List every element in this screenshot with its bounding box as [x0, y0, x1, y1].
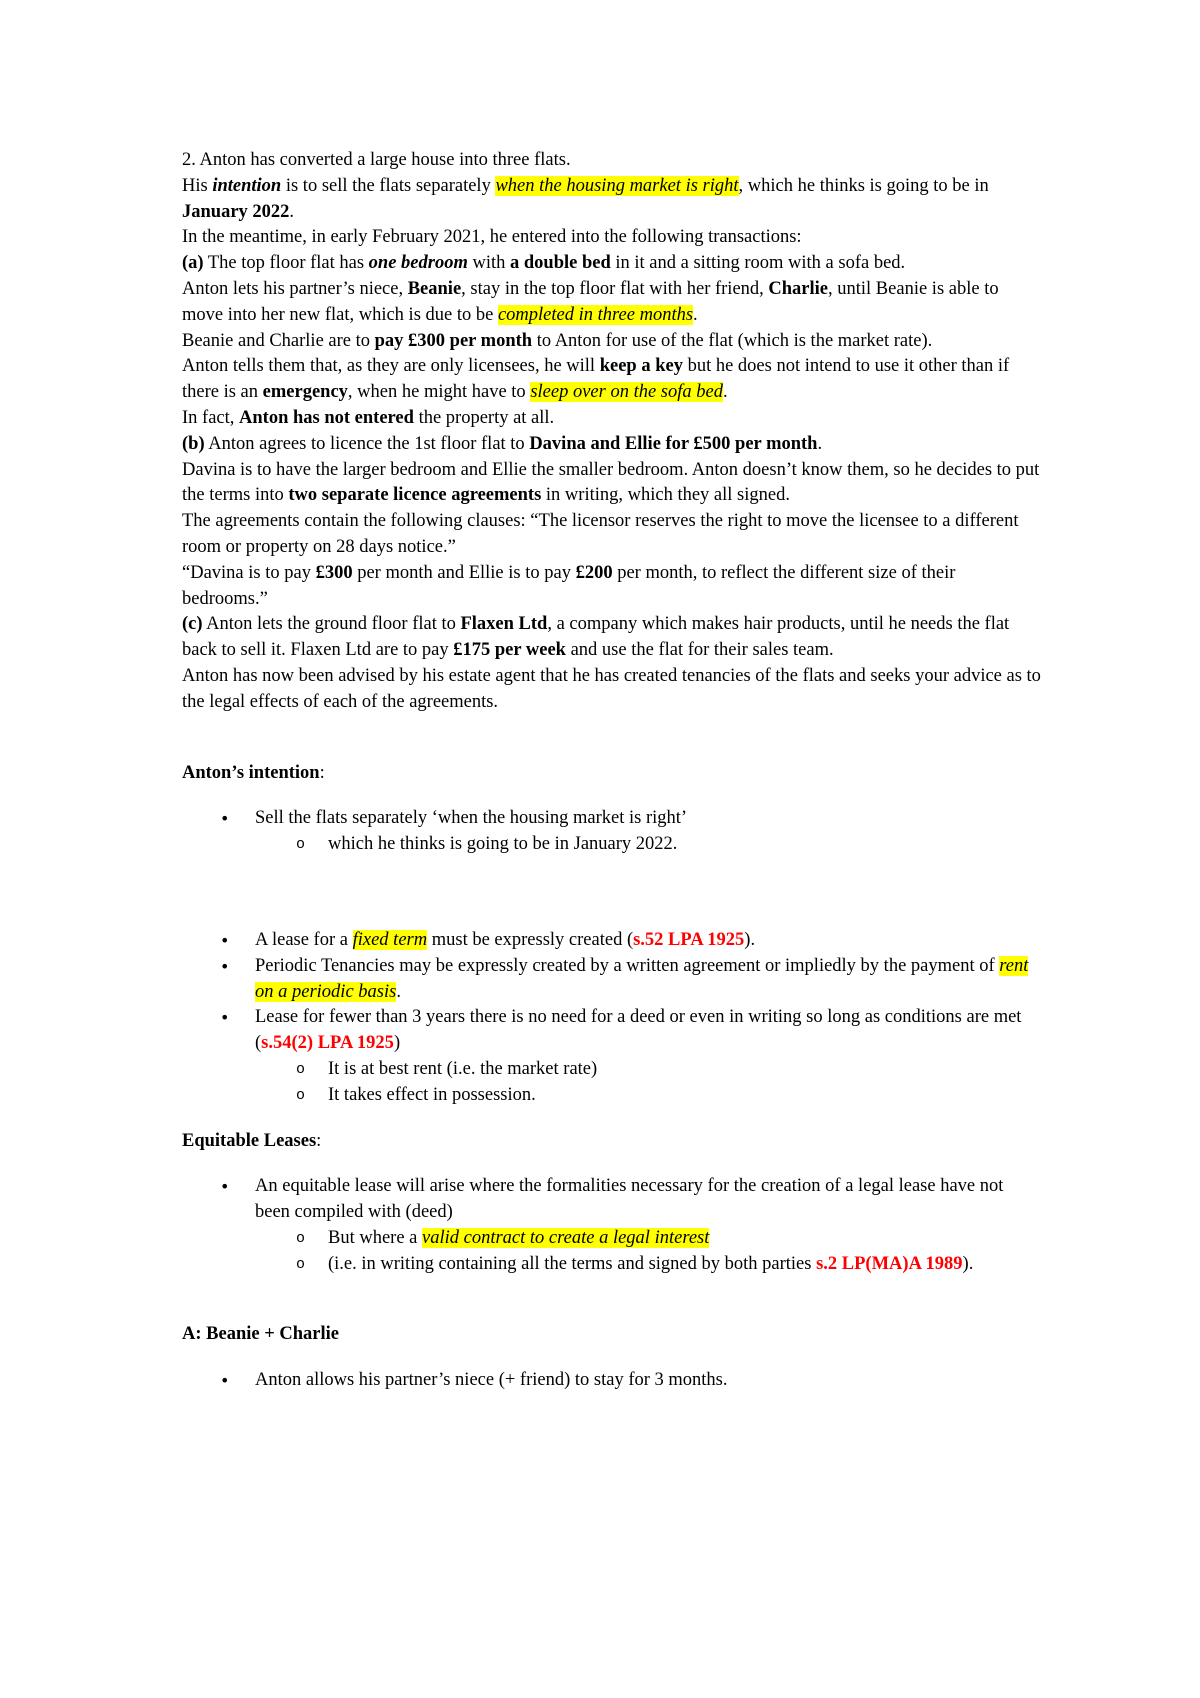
bold-beanie: Beanie — [407, 278, 462, 299]
text: , stay in the top floor flat with her friend, — [461, 278, 769, 299]
question-line-1 — [182, 148, 1042, 174]
text: the property at all. — [413, 407, 555, 428]
document-content — [182, 148, 1042, 1394]
text: in it and a sitting room with a sofa bed. — [610, 253, 906, 274]
text: ) — [393, 1033, 401, 1054]
text: Beanie and Charlie are to — [182, 330, 375, 351]
text: Lease for fewer than 3 years there is no need for a deed or even in writing so long as conditions are met ( — [255, 1007, 1022, 1054]
list-item — [182, 806, 1042, 832]
statute-reference: s.52 LPA 1925 — [633, 929, 745, 950]
question-pay-paragraph — [182, 329, 1042, 355]
text: is to sell the flats separately — [281, 175, 496, 196]
text: His — [182, 175, 213, 196]
text: Anton allows his partner’s niece (+ friend) to stay for 3 months. — [255, 1370, 728, 1391]
bold-two-licences: two separate licence agreements — [288, 485, 542, 506]
text: An equitable lease will arise where the formalities necessary for the creation of a legal lease have not been compiled with (deed) — [255, 1176, 1004, 1223]
list-subitem — [182, 1083, 1042, 1109]
question-beanie-paragraph — [182, 277, 1042, 329]
text: “Davina is to pay — [182, 562, 316, 583]
highlight-sleep-over: sleep over on the sofa bed — [530, 382, 723, 403]
text: Anton has now been advised by his estate agent that he has created tenancies of the flats and seeks your advice as to the legal effects of each of the agreements. — [182, 665, 1041, 712]
text: in writing, which they all signed. — [541, 485, 790, 506]
list-subitem — [182, 1226, 1042, 1252]
text: It is at best rent (i.e. the market rate) — [328, 1058, 598, 1079]
list-subitem — [182, 1252, 1042, 1278]
text: It takes effect in possession. — [328, 1084, 536, 1105]
text: . — [722, 382, 728, 403]
bold-flaxen: Flaxen Ltd — [460, 614, 548, 635]
list-item — [182, 1368, 1042, 1394]
text: Anton agrees to licence the 1st floor flat to — [204, 433, 530, 454]
bold-keep-key: keep a key — [599, 356, 683, 377]
text: (i.e. in writing containing all the terms and signed by both parties — [328, 1253, 817, 1274]
lease-list — [182, 928, 1042, 1109]
question-a-paragraph — [182, 251, 1042, 277]
text: ). — [962, 1253, 974, 1274]
intention-emphasis: intention — [212, 175, 282, 196]
text: In fact, — [182, 407, 240, 428]
bold-emergency: emergency — [262, 382, 348, 403]
heading-text: Equitable Leases — [182, 1130, 317, 1151]
text: with — [467, 253, 510, 274]
text: A lease for a — [255, 929, 353, 950]
list-subitem — [182, 832, 1042, 858]
text: But where a — [328, 1227, 423, 1248]
text: Anton tells them that, as they are only licensees, he will — [182, 356, 600, 377]
text: , until Beanie is able to move into her new flat, which is due to be — [182, 278, 999, 325]
bold-charlie: Charlie — [768, 278, 829, 299]
equitable-list — [182, 1174, 1042, 1277]
question-davina-paragraph — [182, 458, 1042, 510]
label-a: (a) — [182, 253, 204, 274]
text: . — [817, 433, 823, 454]
bold-pay-175: £175 per week — [453, 640, 566, 661]
text: ). — [744, 929, 756, 950]
text: 2. Anton has converted a large house into three flats. — [182, 150, 571, 170]
list-item — [182, 954, 1042, 1006]
list-subitem — [182, 1057, 1042, 1083]
text: Anton lets his partner’s niece, — [182, 278, 408, 299]
text: . — [289, 201, 295, 222]
text: Periodic Tenancies may be expressly created by a written agreement or impliedly by the payment of — [255, 955, 1000, 976]
double-bed-emphasis: a double bed — [510, 253, 611, 274]
bold-amount-200: £200 — [575, 562, 613, 583]
section-heading-intention — [182, 761, 1042, 787]
bold-pay-300: pay £300 per month — [374, 330, 533, 351]
heading-text: : Beanie + Charlie — [195, 1324, 339, 1345]
list-item — [182, 1005, 1042, 1057]
question-davina-pay — [182, 561, 1042, 613]
text: , when he might have to — [347, 382, 531, 403]
text: Sell the flats separately ‘when the housing market is right’ — [255, 808, 688, 829]
one-bedroom-emphasis: one bedroom — [368, 253, 468, 274]
text: which he thinks is going to be in January 2022. — [328, 834, 678, 855]
text: , which he thinks is going to be in — [738, 175, 989, 196]
text: per month, to reflect the different size of their bedrooms.” — [182, 562, 956, 609]
highlight-fixed-term: fixed term — [352, 929, 428, 950]
text: Anton lets the ground floor flat to — [202, 614, 461, 635]
text: : — [316, 1130, 322, 1151]
text: but he does not intend to use it other than if there is an — [182, 356, 1010, 403]
text: : — [319, 762, 325, 783]
statute-reference: s.2 LP(MA)A 1989 — [816, 1253, 963, 1274]
highlight-market-right: when the housing market is right — [495, 175, 739, 196]
heading-label: A — [182, 1324, 196, 1345]
text: In the meantime, in early February 2021, he entered into the following transactions: — [182, 227, 802, 248]
question-c-paragraph — [182, 612, 1042, 664]
question-not-entered — [182, 406, 1042, 432]
section-heading-equitable — [182, 1129, 1042, 1155]
text: The top floor flat has — [203, 253, 369, 274]
question-key-paragraph — [182, 354, 1042, 406]
text: per month and Ellie is to pay — [352, 562, 576, 583]
statute-reference: s.54(2) LPA 1925 — [261, 1033, 394, 1054]
text: The agreements contain the following clauses: “The licensor reserves the right to move the licensee to a different room or property on 28 days notice.” — [182, 511, 1019, 557]
section-heading-a — [182, 1322, 1042, 1348]
bold-not-entered: Anton has not entered — [239, 407, 414, 428]
text: . — [693, 304, 698, 325]
highlight-valid-contract: valid contract to create a legal interest — [422, 1227, 710, 1248]
text: . — [396, 981, 401, 1002]
bold-january-2022: January 2022 — [182, 201, 290, 222]
list-item — [182, 1174, 1042, 1226]
a-list — [182, 1368, 1042, 1394]
highlight-rent-periodic: rent on a periodic basis — [255, 955, 1029, 1002]
bold-davina-ellie: Davina and Ellie for £500 per month — [529, 433, 818, 454]
list-item — [182, 928, 1042, 954]
question-clauses — [182, 509, 1042, 561]
bold-amount-300: £300 — [315, 562, 353, 583]
text: to Anton for use of the flat (which is the market rate). — [532, 330, 933, 351]
label-b: (b) — [182, 433, 205, 454]
highlight-completed: completed in three months — [497, 304, 694, 325]
question-meantime — [182, 225, 1042, 251]
question-advised — [182, 664, 1042, 716]
question-intention-paragraph — [182, 174, 1042, 226]
text: , a company which makes hair products, until he needs the flat back to sell it. Flaxen Ltd are to pay — [182, 614, 1010, 661]
text: Davina is to have the larger bedroom and Ellie the smaller bedroom. Anton doesn’t know them, so he decides to put the terms into — [182, 459, 1040, 506]
text: must be expressly created ( — [427, 929, 634, 950]
question-b-paragraph — [182, 432, 1042, 458]
intention-list — [182, 806, 1042, 858]
heading-text: Anton’s intention — [182, 762, 320, 783]
label-c: (c) — [182, 614, 203, 635]
text: and use the flat for their sales team. — [565, 640, 834, 661]
